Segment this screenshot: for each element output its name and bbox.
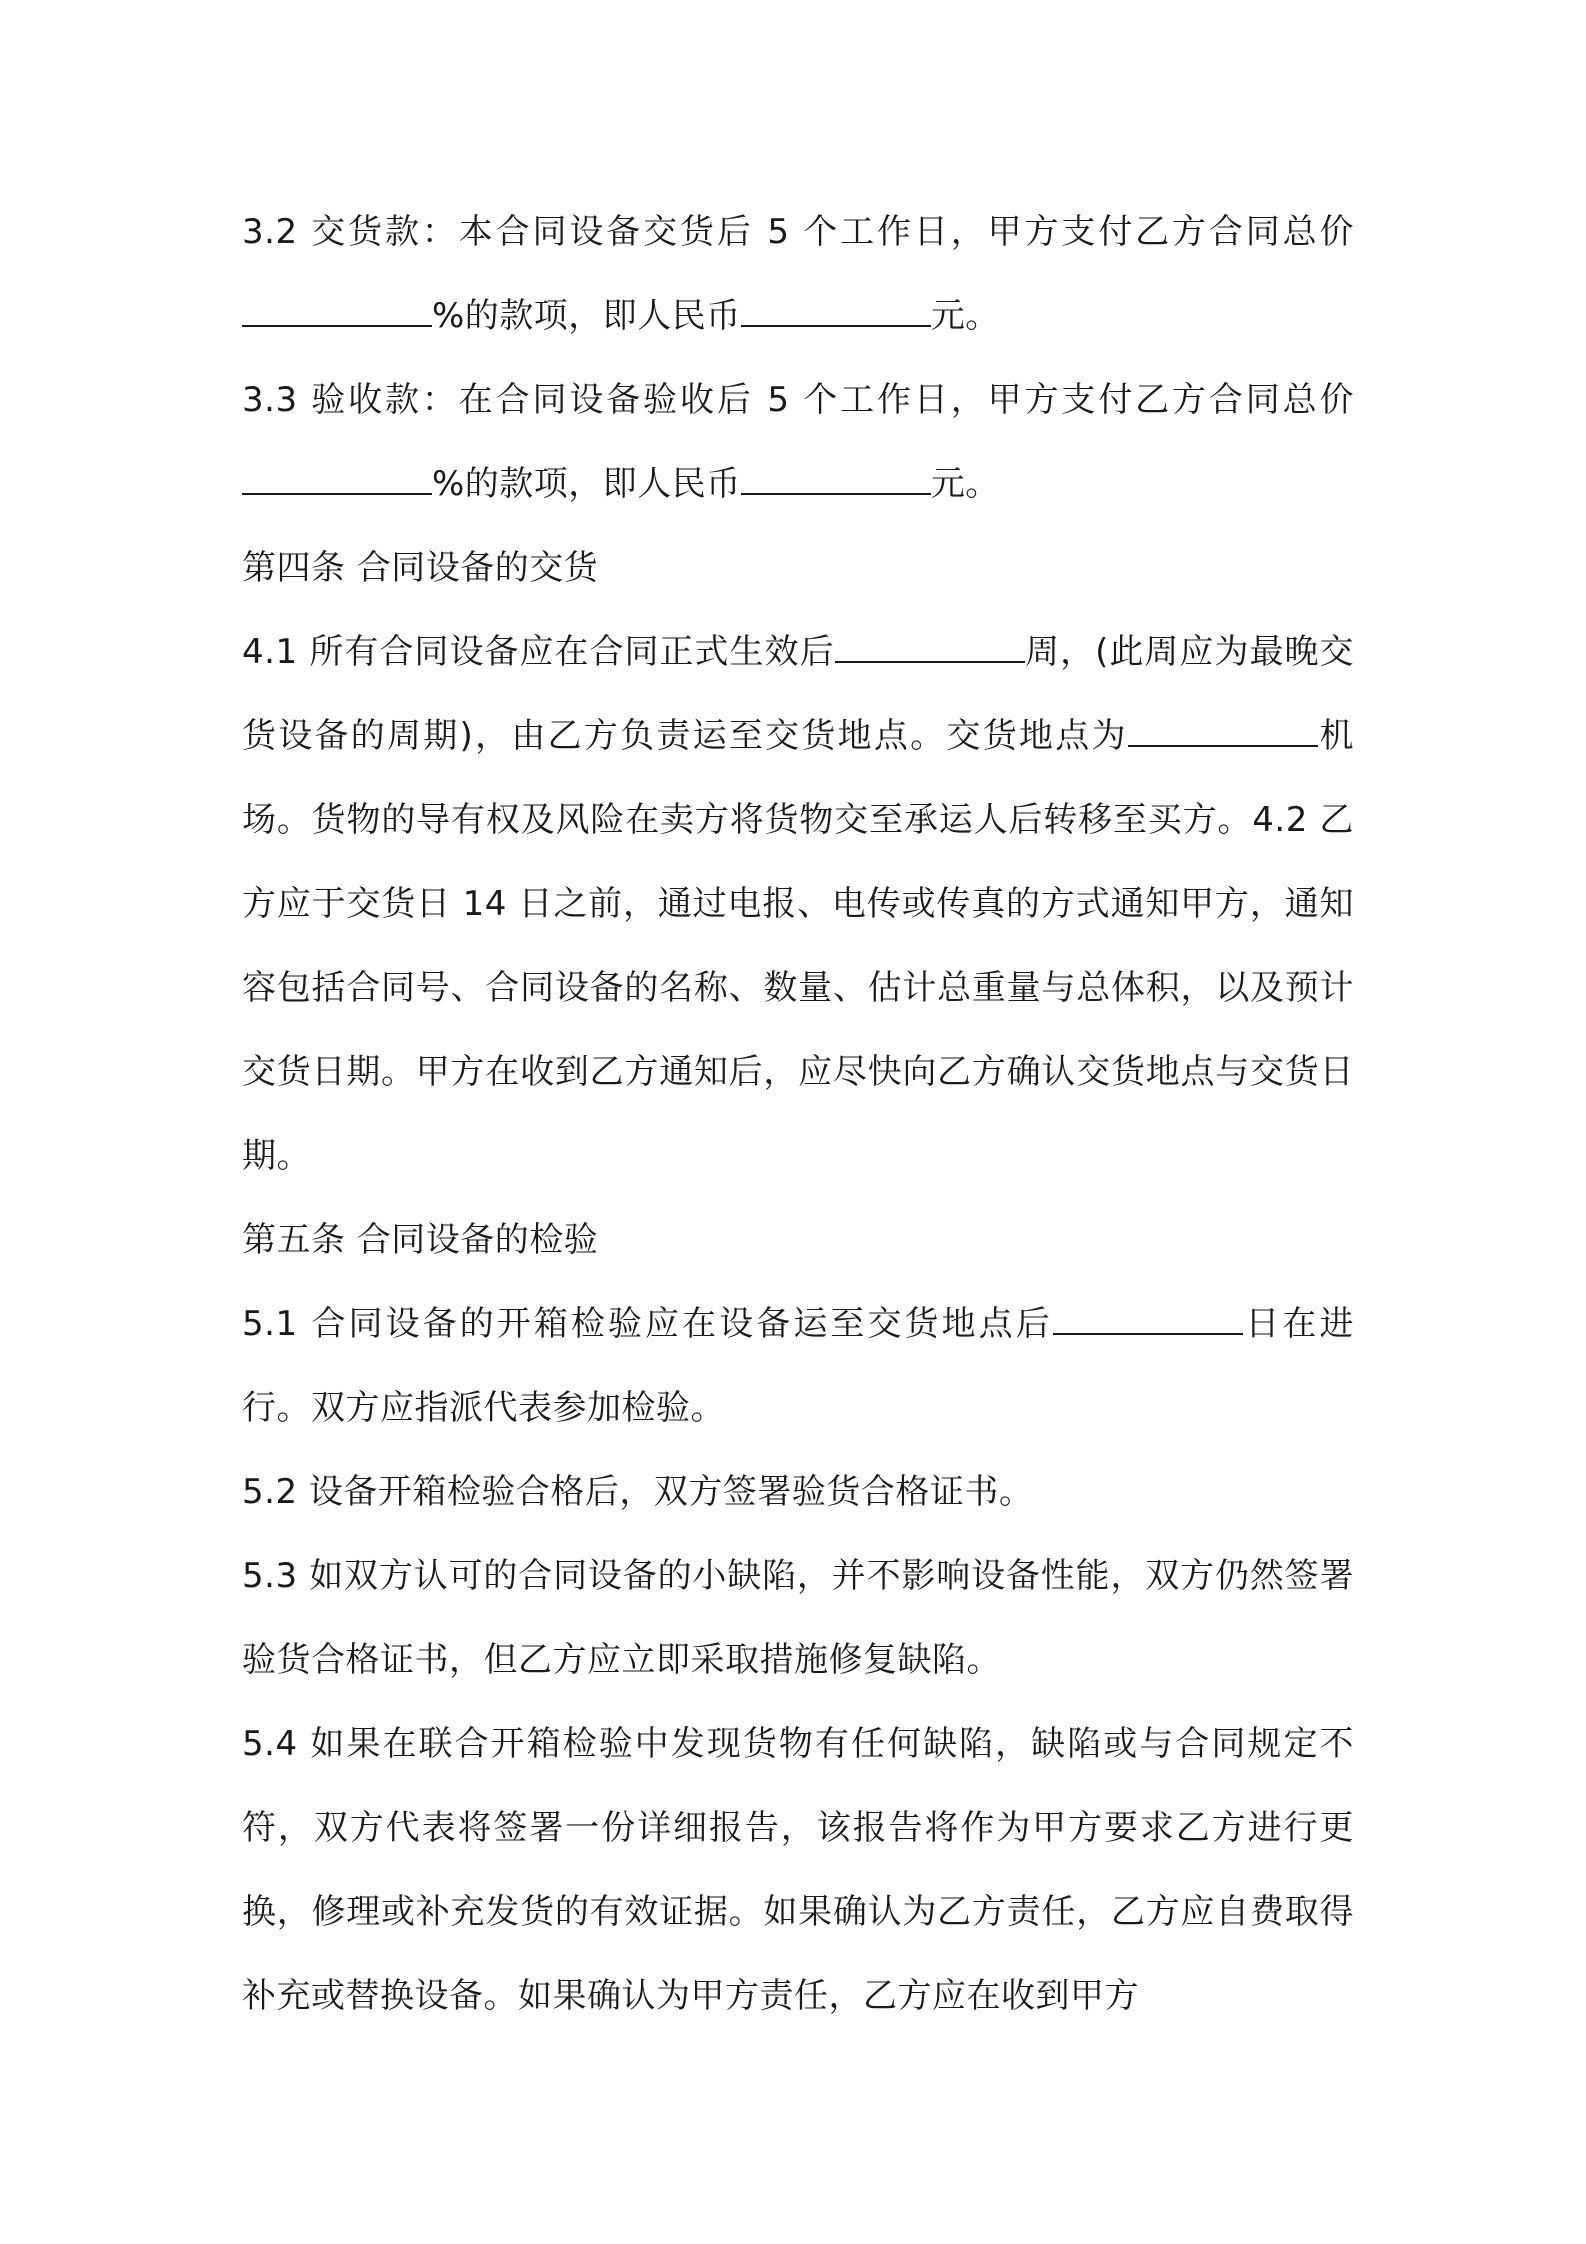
clause-4-1	[242, 610, 1354, 1198]
section-heading-4: 第四条 合同设备的交货	[242, 548, 599, 588]
clause-text: 4.1 所有合同设备应在合同正式生效后	[242, 632, 835, 672]
blank-line	[741, 463, 931, 495]
blank-line	[1128, 715, 1318, 747]
clause-5-1	[242, 1282, 1354, 1450]
clause-text: 机场。货物的导有权及风险在卖方将货物交至承运人后转移至买方。4.2 乙方应于交货日 14 日之前，通过电报、电传或传真的方式通知甲方，通知容包括合同号、合同设备的名称、数量、估计总重量与总体积，以及预计交货日期。甲方在收到乙方通知后，应尽快向乙方确认交货地点与交货日期。	[242, 716, 1355, 1176]
clause-text: 3.3 验收款：在合同设备验收后 5 个工作日，甲方支付乙方合同总价	[242, 380, 1354, 420]
clause-5-3: 5.3 如双方认可的合同设备的小缺陷，并不影响设备性能，双方仍然签署验货合格证书，但乙方应立即采取措施修复缺陷。	[242, 1556, 1354, 1680]
clause-text: 5.1 合同设备的开箱检验应在设备运至交货地点后	[242, 1304, 1053, 1344]
blank-line	[835, 631, 1025, 663]
section-heading-5: 第五条 合同设备的检验	[242, 1220, 599, 1260]
clause-5-2: 5.2 设备开箱检验合格后，双方签署验货合格证书。	[242, 1472, 1034, 1512]
clause-3-3	[242, 358, 1354, 526]
clause-text: 周，(此周应为最晚交货设备的周期)，由乙方负责运至交货地点。交货地点为	[242, 632, 1354, 756]
blank-line	[242, 463, 432, 495]
blank-line	[242, 295, 432, 327]
clause-text: 元。	[930, 296, 1000, 336]
clause-text: 3.2 交货款：本合同设备交货后 5 个工作日，甲方支付乙方合同总价	[242, 212, 1354, 252]
clause-text: 元。	[930, 464, 1000, 504]
clause-text: %的款项，即人民币	[432, 464, 741, 504]
document-body	[242, 190, 1354, 2038]
blank-line	[1053, 1303, 1243, 1335]
clause-text: 日在进行。双方应指派代表参加检验。	[242, 1304, 1354, 1428]
clause-text: %的款项，即人民币	[432, 296, 741, 336]
clause-5-4: 5.4 如果在联合开箱检验中发现货物有任何缺陷，缺陷或与合同规定不符，双方代表将签署一份详细报告，该报告将作为甲方要求乙方进行更换，修理或补充发货的有效证据。如果确认为乙方责任，乙方应自费取得补充或替换设备。如果确认为甲方责任，乙方应在收到甲方	[242, 1724, 1354, 2016]
blank-line	[741, 295, 931, 327]
clause-3-2	[242, 190, 1354, 358]
